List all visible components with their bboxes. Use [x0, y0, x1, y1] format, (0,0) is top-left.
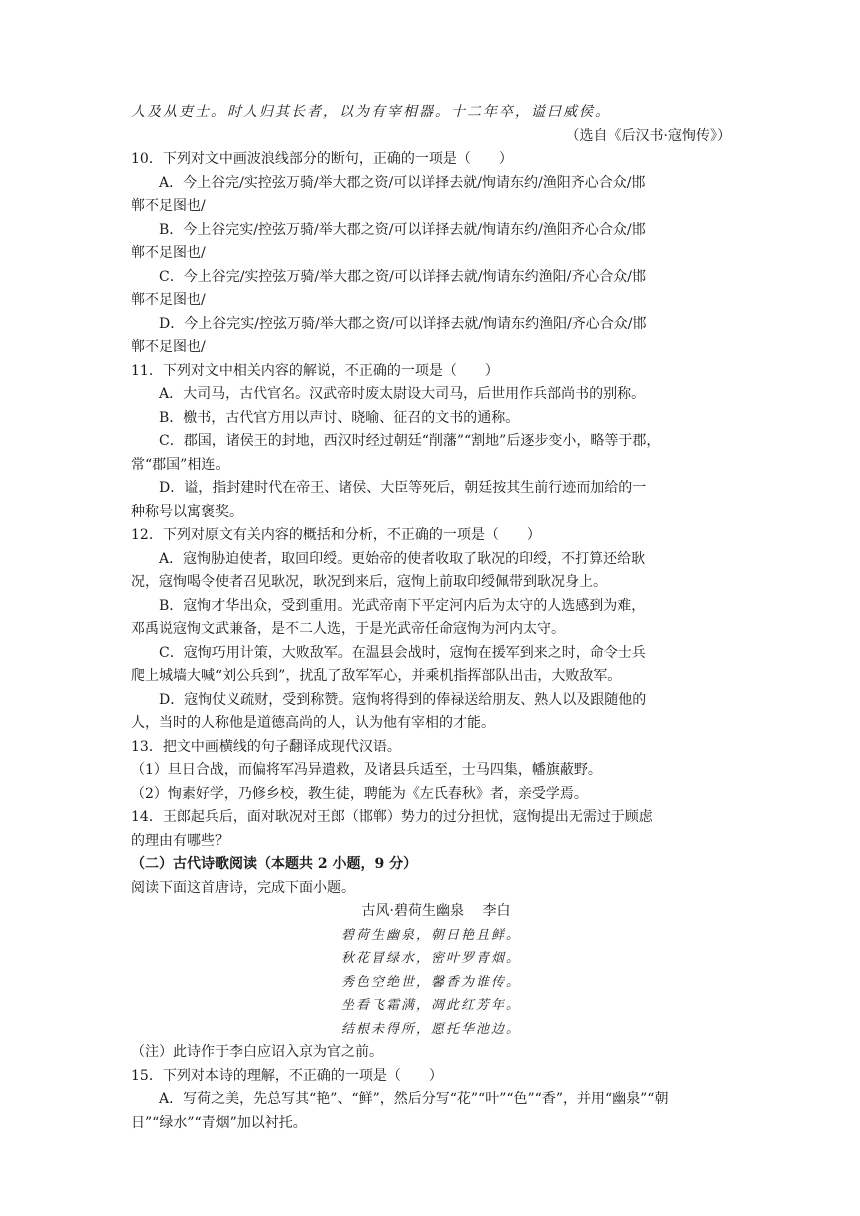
section-intro: 阅读下面这首唐诗，完成下面小题。 [131, 879, 355, 896]
section-heading: （二）古代诗歌阅读（本题共 2 小题，9 分） [131, 856, 418, 872]
q10-option-c: C．今上谷完/实控弦万骑/举大郡之资/可以详择去就/恂请东约渔阳/齐心合众/邯 [159, 268, 647, 285]
poem-line: 秀色空绝世，馨香为谁传。 [340, 974, 521, 990]
q10-option-a: A．今上谷完/实控弦万骑/举大郡之资/可以详择去就/恂请东约/渔阳齐心合众/邯 [159, 174, 646, 191]
q13-sentence-1: （1）旦日合战，而偏将军冯异遣救，及诸县兵适至，士马四集，幡旗蔽野。 [131, 762, 602, 778]
q14-stem-cont: 的理由有哪些？ [131, 832, 229, 849]
q11-option-d: D．谥，指封建时代在帝王、诸侯、大臣等死后，朝廷按其生前行迹而加给的一 [159, 480, 647, 496]
passage-source: （选自《后汉书·寇恂传》） [565, 127, 731, 144]
q11-option-b: B．檄书，古代官方用以声讨、晓喻、征召的文书的通称。 [159, 409, 520, 426]
poem-line: 碧荷生幽泉，朝日艳且鲜。 [340, 927, 521, 943]
q12-option-d: D．寇恂仗义疏财，受到称赞。寇恂将得到的俸禄送给朋友、熟人以及跟随他的 [159, 691, 647, 708]
q11-stem: 11．下列对文中相关内容的解说，不正确的一项是（ ） [131, 362, 499, 379]
q12-option-b-cont: 邓禹说寇恂文武兼备，是不二人选，于是光武帝任命寇恂为河内太守。 [131, 621, 565, 637]
q10-option-b-cont: 郸不足图也/ [131, 245, 206, 261]
poem-line: 坐看飞霜满，凋此红芳年。 [340, 998, 521, 1013]
q11-option-d-cont: 种称号以寓褒奖。 [131, 503, 243, 520]
q10-option-d: D．今上谷完实/控弦万骑/举大郡之资/可以详择去就/恂请东约渔阳/齐心合众/邯 [159, 315, 647, 332]
q13-stem: 13．把文中画横线的句子翻译成现代汉语。 [131, 738, 401, 755]
poem-line: 结根未得所，愿托华池边。 [340, 1021, 521, 1037]
q10-stem: 10．下列对文中画波浪线部分的断句，正确的一项是（ ） [131, 151, 513, 167]
q11-option-c: C．郡国，诸侯王的封地，西汉时经过朝廷“削藩”“割地”后逐步变小，略等于郡， [159, 433, 661, 449]
q10-option-c-cont: 郸不足图也/ [131, 292, 206, 308]
q11-option-a: A．大司马，古代官名。汉武帝时废太尉设大司马，后世用作兵部尚书的别称。 [159, 386, 646, 402]
q12-stem: 12．下列对原文有关内容的概括和分析，不正确的一项是（ ） [131, 527, 541, 543]
exam-page [131, 101, 731, 1135]
q15-stem: 15．下列对本诗的理解，不正确的一项是（ ） [131, 1067, 443, 1084]
q12-option-c: C．寇恂巧用计策，大败敌军。在温县会战时，寇恂在援军到来之时，命令士兵 [159, 644, 646, 661]
poem-line: 秋花冒绿水，密叶罗青烟。 [340, 951, 521, 966]
poem-title: 古风·碧荷生幽泉 李白 [361, 903, 511, 919]
q10-option-a-cont: 郸不足图也/ [131, 198, 206, 214]
q10-option-d-cont: 郸不足图也/ [131, 339, 206, 355]
q15-option-a-cont: 日”“绿水”“青烟”加以衬托。 [131, 1114, 307, 1131]
q12-option-b: B．寇恂才华出众，受到重用。光武帝南下平定河内后为太守的人选感到为难， [159, 597, 646, 614]
q12-option-a-cont: 况，寇恂喝令使者召见耿况，耿况到来后，寇恂上前取印绶佩带到耿况身上。 [131, 574, 607, 590]
q12-option-d-cont: 人，当时的人称他是道德高尚的人，认为他有宰相的才能。 [131, 715, 495, 731]
q13-sentence-2: （2）恂素好学，乃修乡校，教生徒，聘能为《左氏春秋》者，亲受学焉。 [131, 785, 588, 802]
q11-option-c-cont: 常“郡国”相连。 [131, 456, 230, 473]
q14-stem: 14．王郎起兵后，面对耿况对王郎（邯郸）势力的过分担忧，寇恂提出无需过于顾虑 [131, 809, 653, 825]
poem-note: （注）此诗作于李白应诏入京为官之前。 [131, 1044, 383, 1060]
q12-option-a: A．寇恂胁迫使者，取回印绶。更始帝的使者收取了耿况的印绶，不打算还给耿 [159, 550, 646, 567]
q10-option-b: B．今上谷完实/控弦万骑/举大郡之资/可以详择去就/恂请东约/渔阳齐心合众/邯 [159, 221, 646, 238]
q12-option-c-cont: 爬上城墙大喊“刘公兵到”，扰乱了敌军军心，并乘机指挥部队出击，大败敌军。 [131, 668, 622, 684]
q15-option-a: A．写荷之美，先总写其“艳”、“鲜”，然后分写“花”“叶”“色”“香”，并用“幽泉”“朝 [159, 1091, 669, 1107]
passage-text: 人及从吏士。时人归其长者，以为有宰相器。十二年卒，谥曰威侯。 [131, 104, 611, 120]
